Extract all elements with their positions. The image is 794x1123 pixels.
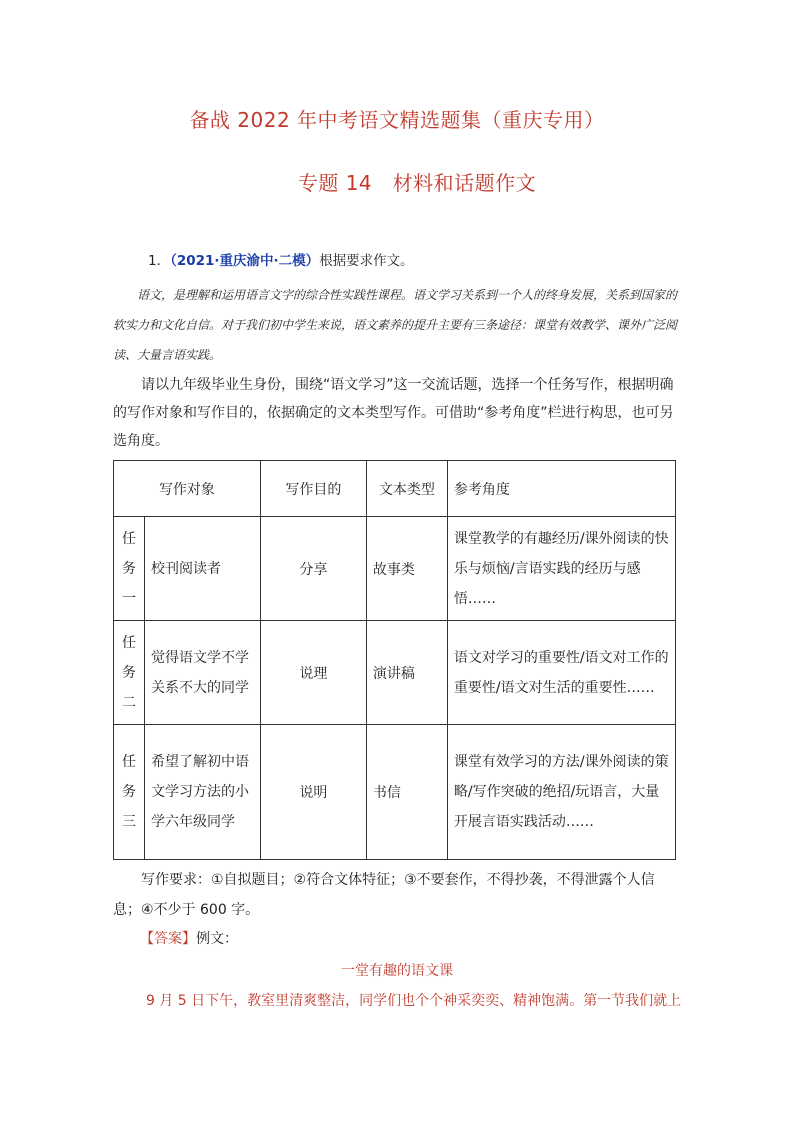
task-object: 希望了解初中语文学习方法的小学六年级同学 (145, 725, 261, 860)
task-object: 觉得语文学不学关系不大的同学 (145, 621, 261, 725)
task-type: 演讲稿 (366, 621, 447, 725)
prompt-paragraph: 请以九年级毕业生身份，围绕“语文学习”这一交流话题，选择一个任务写作，根据明确的写作对象和写作目的，依据确定的文本类型写作。可借助“参考角度”栏进行构思，也可另选角度。 (113, 377, 674, 449)
task-label: 任务二 (114, 621, 145, 725)
answer-label: 例文： (196, 931, 238, 947)
task-type: 书信 (366, 725, 447, 860)
task-table (113, 460, 676, 860)
essay-title: 一堂有趣的语文课 (341, 963, 453, 979)
material-paragraph: 语文，是理解和运用语言文字的综合性实践性课程。语文学习关系到一个人的终身发展，关系到国家的软实力和文化自信。对于我们初中学生来说，语文素养的提升主要有三条途径：课堂有效教学、课外广泛阅读、大量言语实践。 (113, 288, 678, 362)
document-title: 备战 2022 年中考语文精选题集（重庆专用） (189, 108, 605, 132)
header-purpose: 写作目的 (260, 461, 366, 517)
question-heading (148, 249, 713, 269)
writing-requirements: 写作要求：①自拟题目；②符合文体特征；③不要套作，不得抄袭，不得泄露个人信息；④不少于 600 字。 (113, 872, 655, 918)
task-angle: 课堂教学的有趣经历/课外阅读的快乐与烦恼/言语实践的经历与感悟…… (447, 517, 675, 621)
question-instruction: 根据要求作文。 (319, 253, 414, 269)
task-object: 校刊阅读者 (145, 517, 261, 621)
task-label: 任务一 (114, 517, 145, 621)
essay-first-line: 9 月 5 日下午，教室里清爽整洁，同学们也个个神采奕奕、精神饱满。第一节我们就上 (146, 993, 682, 1009)
task-label: 任务三 (114, 725, 145, 860)
task-angle: 语文对学习的重要性/语文对工作的重要性/语文对生活的重要性…… (447, 621, 675, 725)
table-row (114, 517, 676, 621)
topic-subtitle: 专题 14 材料和话题作文 (297, 171, 537, 195)
question-source: （2021·重庆渝中·二模） (170, 253, 320, 269)
table-row (114, 621, 676, 725)
answer-tag: 【答案】 (140, 931, 196, 947)
task-purpose: 说理 (260, 621, 366, 725)
task-angle: 课堂有效学习的方法/课外阅读的策略/写作突破的绝招/玩语言，大量开展言语实践活动…… (447, 725, 675, 860)
question-number: 1． (148, 253, 171, 269)
task-purpose: 说明 (260, 725, 366, 860)
header-type: 文本类型 (366, 461, 447, 517)
table-row (114, 725, 676, 860)
header-angle: 参考角度 (447, 461, 675, 517)
task-type: 故事类 (366, 517, 447, 621)
header-object: 写作对象 (114, 461, 261, 517)
task-purpose: 分享 (260, 517, 366, 621)
answer-heading (140, 928, 705, 948)
table-header-row (114, 461, 676, 517)
